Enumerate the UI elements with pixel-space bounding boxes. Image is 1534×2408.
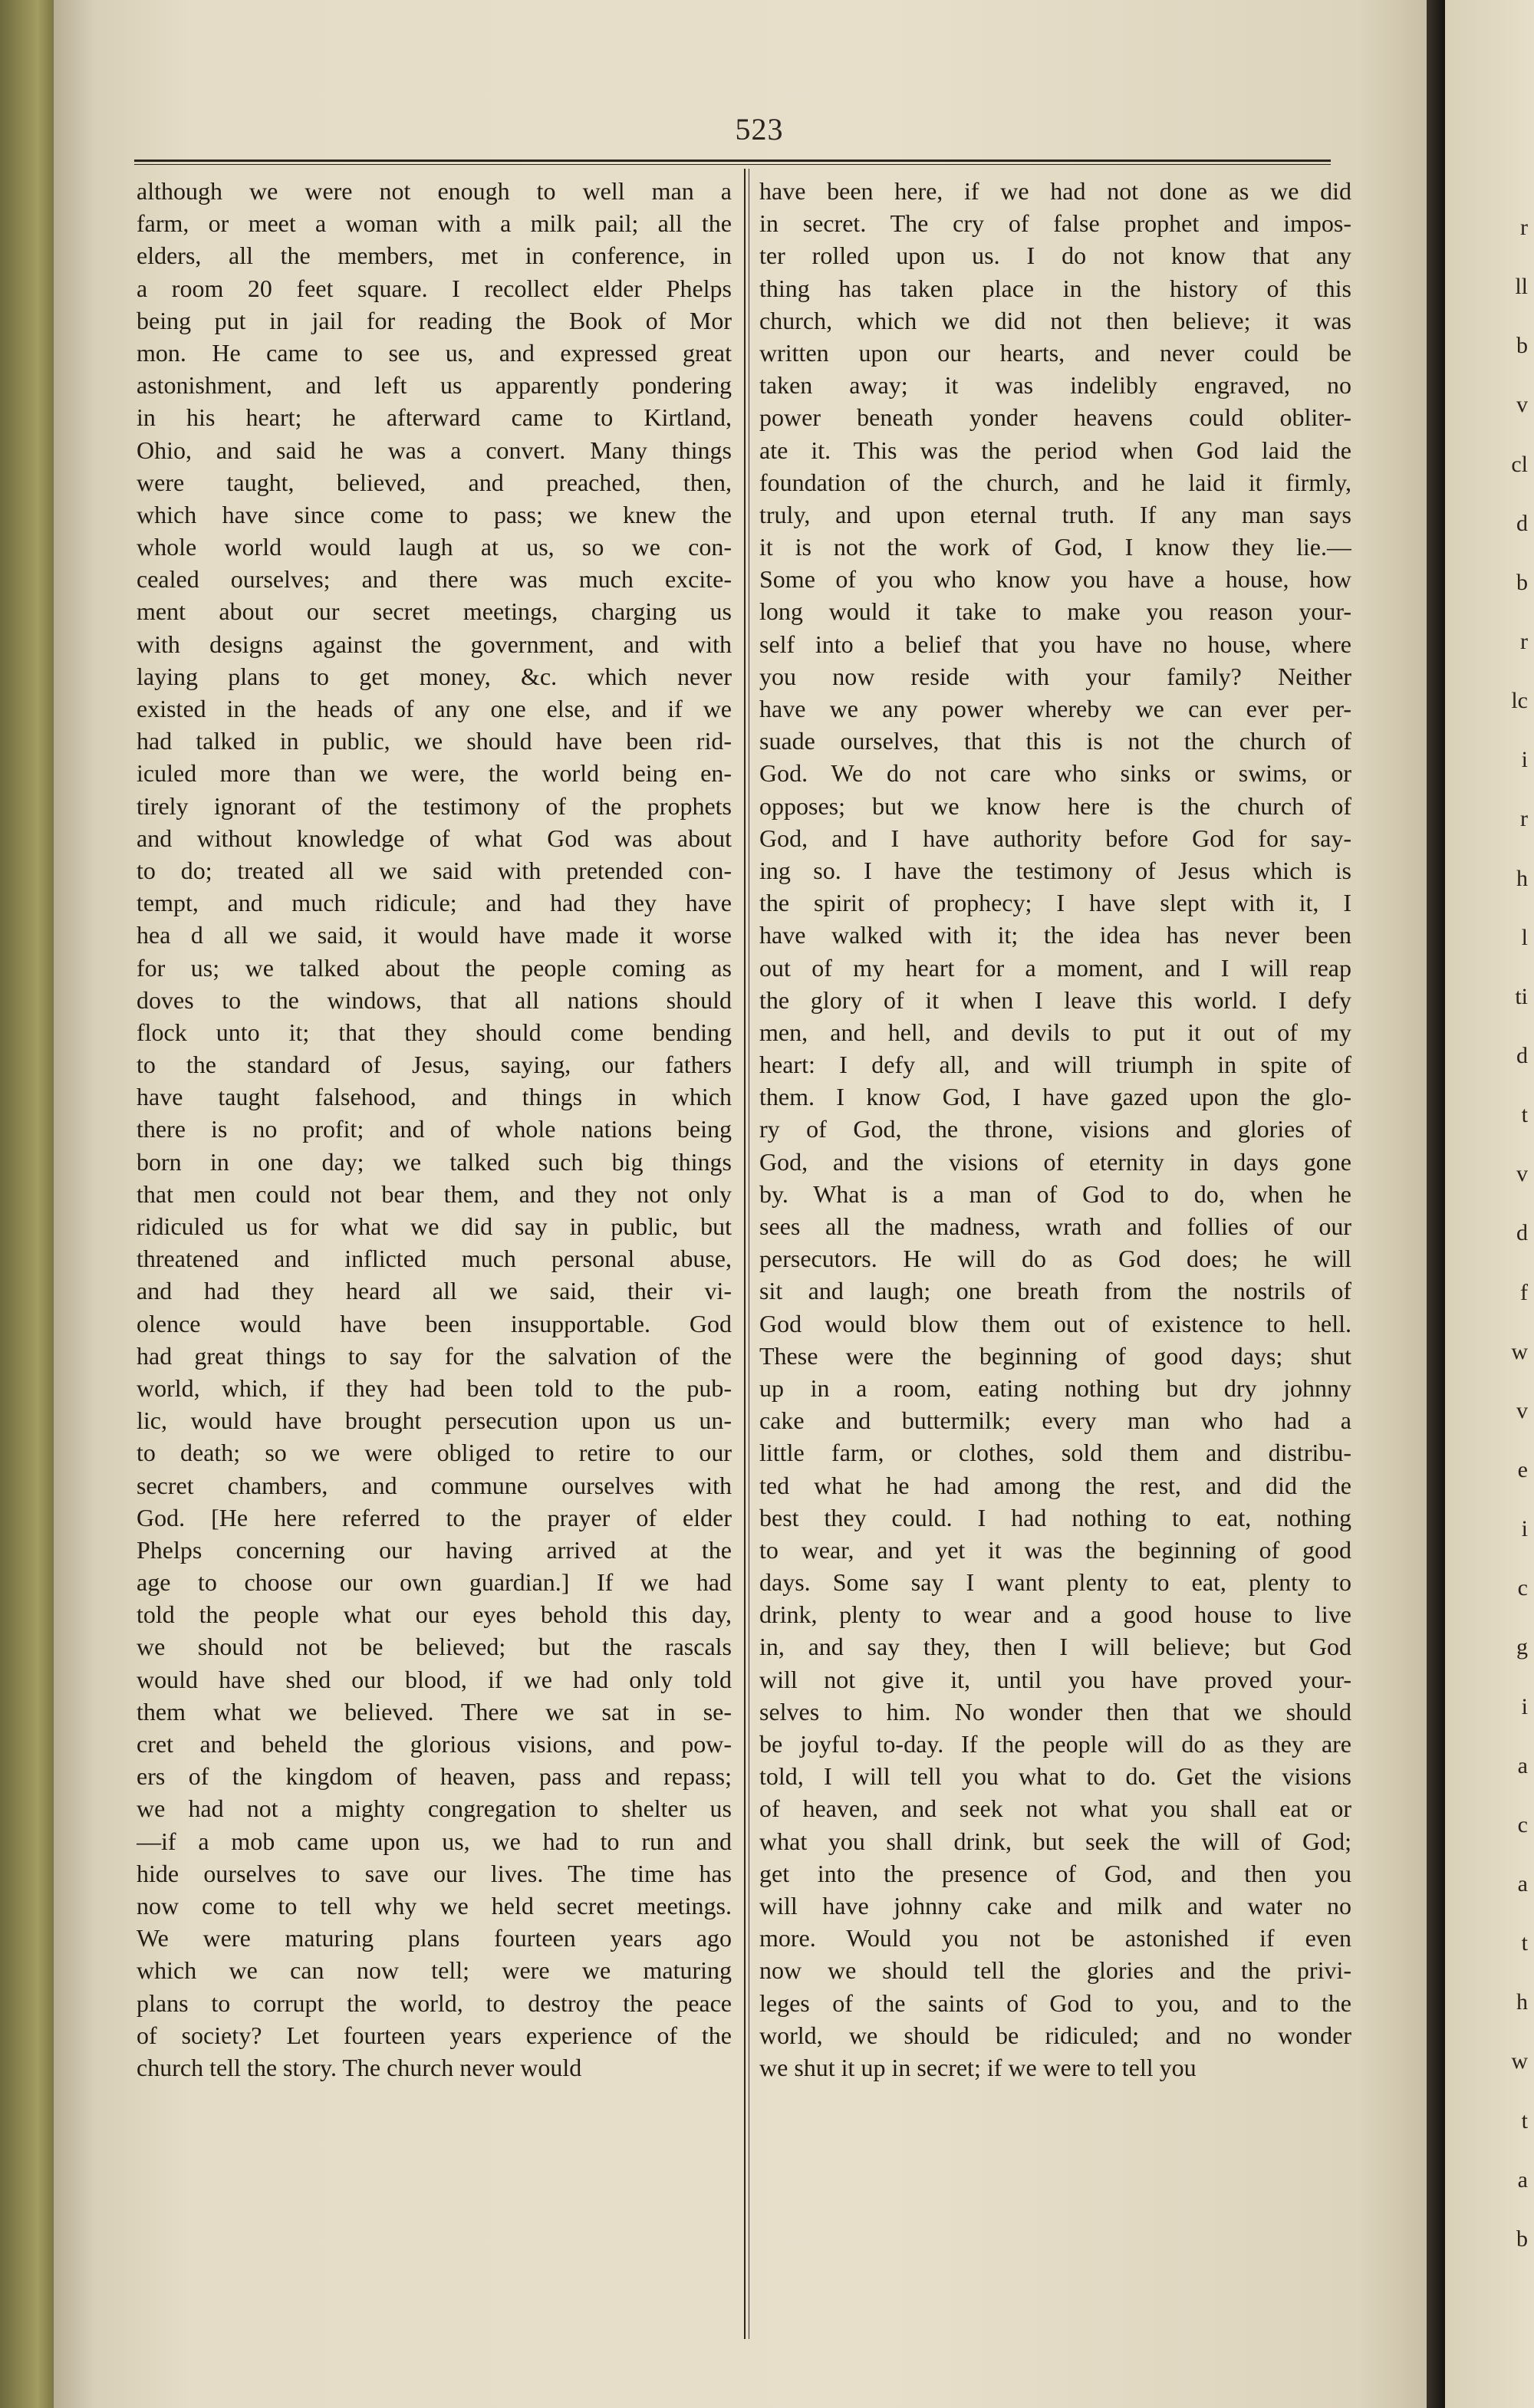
text-line: church tell the story. The church never would bbox=[137, 2053, 582, 2081]
next-page-fragment: i bbox=[1521, 747, 1528, 773]
text-line: it is not the work of God, I know they lie.— bbox=[759, 533, 1351, 561]
text-line: of society? Let fourteen years experience of the bbox=[137, 2021, 732, 2049]
text-line: would have shed our blood, if we had only told bbox=[137, 1665, 732, 1693]
next-page-fragment: lc bbox=[1511, 688, 1528, 714]
column-separator bbox=[744, 169, 746, 2339]
text-line: plans to corrupt the world, to destroy the peace bbox=[137, 1989, 732, 2017]
text-line: farm, or meet a woman with a milk pail; all the bbox=[137, 209, 732, 238]
text-line: tirely ignorant of the testimony of the prophets bbox=[137, 791, 732, 820]
next-page-fragment: g bbox=[1516, 1634, 1528, 1660]
text-line: astonishment, and left us apparently pondering bbox=[137, 371, 732, 400]
text-line: have we any power whereby we can ever per- bbox=[759, 695, 1351, 722]
text-line: world, we should be ridiculed; and no wonder bbox=[759, 2021, 1351, 2049]
text-line: men, and hell, and devils to put it out of my bbox=[759, 1018, 1351, 1046]
text-line: ry of God, the throne, visions and glories of bbox=[759, 1115, 1351, 1143]
text-line: church, which we did not then believe; it was bbox=[759, 306, 1351, 334]
text-line: selves to him. No wonder then that we should bbox=[759, 1697, 1351, 1725]
text-line: have been here, if we had not done as we did bbox=[759, 177, 1351, 205]
text-line: there is no profit; and of whole nations being bbox=[137, 1115, 732, 1143]
next-page-fragment: a bbox=[1517, 2166, 1528, 2193]
text-line: by. What is a man of God to do, when he bbox=[759, 1179, 1351, 1208]
next-page-fragment: d bbox=[1516, 1043, 1528, 1068]
text-line: hide ourselves to save our lives. The time has bbox=[137, 1859, 732, 1887]
text-line: we had not a mighty congregation to shelter us bbox=[137, 1794, 732, 1823]
next-page-fragment: t bbox=[1521, 1930, 1528, 1956]
next-page-fragment: v bbox=[1516, 1397, 1528, 1423]
text-line: written upon our hearts, and never could be bbox=[759, 338, 1351, 367]
text-line: God. We do not care who sinks or swims, or bbox=[759, 759, 1351, 788]
next-page-fragment: d bbox=[1516, 510, 1528, 536]
text-line: Some of you who know you have a house, how bbox=[759, 565, 1351, 594]
text-line: them what we believed. There we sat in se- bbox=[137, 1697, 732, 1725]
text-line: a room 20 feet square. I recollect elder Phelps bbox=[137, 274, 732, 302]
text-line: truly, and upon eternal truth. If any man says bbox=[759, 500, 1351, 528]
text-line: now we should tell the glories and the privi- bbox=[759, 1956, 1351, 1985]
text-line: to death; so we were obliged to retire to our bbox=[137, 1439, 732, 1467]
book-gutter bbox=[1427, 0, 1445, 2408]
text-line: sit and laugh; one breath from the nostrils of bbox=[759, 1277, 1351, 1305]
text-line: persecutors. He will do as God does; he will bbox=[759, 1245, 1351, 1273]
text-line: drink, plenty to wear and a good house to live bbox=[759, 1600, 1351, 1629]
header-rule-thin bbox=[134, 164, 1331, 165]
next-page-fragment: l bbox=[1521, 924, 1528, 950]
next-page-fragment: a bbox=[1517, 1871, 1528, 1896]
text-line: and had they heard all we said, their vi- bbox=[137, 1277, 732, 1305]
text-line: taken away; it was indelibly engraved, no bbox=[759, 371, 1351, 400]
text-line: now come to tell why we held secret meetings. bbox=[137, 1891, 732, 1919]
next-page-fragment: d bbox=[1516, 1220, 1528, 1246]
next-page-fragment: a bbox=[1517, 1752, 1528, 1778]
text-line: ridiculed us for what we did say in public, but bbox=[137, 1212, 732, 1240]
text-line: have taught falsehood, and things in which bbox=[137, 1083, 732, 1111]
text-line: have walked with it; the idea has never been bbox=[759, 921, 1351, 949]
text-line: we should not be believed; but the rascals bbox=[137, 1633, 732, 1661]
text-line: ing so. I have the testimony of Jesus which is bbox=[759, 856, 1351, 884]
text-line: with designs against the government, and with bbox=[137, 630, 732, 658]
text-line: God, and the visions of eternity in days gone bbox=[759, 1147, 1351, 1176]
text-line: opposes; but we know here is the church of bbox=[759, 791, 1351, 820]
text-line: them. I know God, I have gazed upon the glo- bbox=[759, 1083, 1351, 1111]
text-line: to do; treated all we said with pretended con- bbox=[137, 856, 732, 884]
text-line: little farm, or clothes, sold them and distribu- bbox=[759, 1439, 1351, 1467]
text-line: will have johnny cake and milk and water no bbox=[759, 1891, 1351, 1919]
text-line: God would blow them out of existence to hell. bbox=[759, 1309, 1351, 1337]
text-line: be joyful to-day. If the people will do as they are bbox=[759, 1730, 1351, 1758]
text-line: cealed ourselves; and there was much excite- bbox=[137, 565, 732, 594]
text-line: long would it take to make you reason your- bbox=[759, 597, 1351, 626]
next-page-fragment: t bbox=[1521, 1102, 1528, 1128]
text-line: days. Some say I want plenty to eat, plenty to bbox=[759, 1568, 1351, 1597]
text-line: the spirit of prophecy; I have slept with it, I bbox=[759, 889, 1351, 917]
text-line: laying plans to get money, &c. which never bbox=[137, 662, 732, 690]
next-page-fragment: v bbox=[1516, 392, 1528, 418]
text-line: tempt, and much ridicule; and had they have bbox=[137, 889, 732, 917]
text-line: get into the presence of God, and then you bbox=[759, 1859, 1351, 1887]
next-page-fragment: w bbox=[1511, 1338, 1528, 1364]
text-line: iculed more than we were, the world being en- bbox=[137, 759, 732, 788]
next-page-edge bbox=[1445, 0, 1534, 2408]
text-line: were taught, believed, and preached, then, bbox=[137, 468, 732, 496]
text-line: power beneath yonder heavens could obliter- bbox=[759, 403, 1351, 432]
next-page-fragment: b bbox=[1516, 2225, 1528, 2252]
text-line: what you shall drink, but seek the will of God; bbox=[759, 1827, 1351, 1855]
page-number: 523 bbox=[735, 112, 784, 146]
text-line: you now reside with your family? Neither bbox=[759, 662, 1351, 690]
next-page-fragment: w bbox=[1511, 2048, 1528, 2074]
text-line: had great things to say for the salvation of the bbox=[137, 1341, 732, 1370]
text-line: told the people what our eyes behold this day, bbox=[137, 1600, 732, 1629]
next-page-fragment: ti bbox=[1515, 983, 1528, 1009]
text-line: Ohio, and said he was a convert. Many things bbox=[137, 436, 732, 464]
text-line: flock unto it; that they should come bending bbox=[137, 1018, 732, 1046]
right-column bbox=[759, 175, 1351, 2084]
next-page-fragment: cl bbox=[1511, 451, 1528, 477]
text-line: secret chambers, and commune ourselves with bbox=[137, 1471, 732, 1499]
text-line: that men could not bear them, and they not only bbox=[137, 1179, 732, 1208]
text-line: will not give it, until you have proved your- bbox=[759, 1665, 1351, 1693]
text-line: born in one day; we talked such big things bbox=[137, 1147, 732, 1176]
text-line: to wear, and yet it was the beginning of good bbox=[759, 1535, 1351, 1564]
text-line: for us; we talked about the people coming as bbox=[137, 953, 732, 982]
next-page-fragment: i bbox=[1521, 1693, 1528, 1719]
next-page-fragment: c bbox=[1517, 1575, 1528, 1601]
next-page-fragment: v bbox=[1516, 1161, 1528, 1187]
next-page-fragment: t bbox=[1521, 2107, 1528, 2133]
text-line: whole world would laugh at us, so we con- bbox=[137, 533, 732, 561]
text-line: olence would have been insupportable. God bbox=[137, 1309, 732, 1337]
book-spine bbox=[0, 0, 54, 2408]
text-line: These were the beginning of good days; shut bbox=[759, 1341, 1351, 1370]
text-line: and without knowledge of what God was about bbox=[137, 824, 732, 852]
text-line: although we were not enough to well man a bbox=[137, 177, 732, 205]
text-line: being put in jail for reading the Book of Mor bbox=[137, 306, 732, 334]
text-line: self into a belief that you have no house, where bbox=[759, 630, 1351, 658]
next-page-fragment: r bbox=[1520, 215, 1528, 240]
next-page-fragment: b bbox=[1516, 569, 1528, 595]
header-rule bbox=[134, 160, 1331, 162]
text-line: in, and say they, then I will believe; but God bbox=[759, 1633, 1351, 1661]
text-line: told, I will tell you what to do. Get the visions bbox=[759, 1762, 1351, 1791]
next-page-fragment: c bbox=[1517, 1811, 1528, 1837]
text-line: thing has taken place in the history of this bbox=[759, 274, 1351, 302]
next-page-fragment: h bbox=[1516, 865, 1528, 891]
next-page-fragment: r bbox=[1520, 629, 1528, 654]
text-line: out of my heart for a moment, and I will reap bbox=[759, 953, 1351, 982]
text-line: in his heart; he afterward came to Kirtland, bbox=[137, 403, 732, 432]
text-line: heart: I defy all, and will triumph in spite of bbox=[759, 1051, 1351, 1079]
text-line: which we can now tell; were we maturing bbox=[137, 1956, 732, 1985]
text-line: sees all the madness, wrath and follies of our bbox=[759, 1212, 1351, 1240]
next-page-fragment: h bbox=[1516, 1989, 1528, 2015]
text-line: mon. He came to see us, and expressed great bbox=[137, 338, 732, 367]
next-page-fragment: r bbox=[1520, 806, 1528, 832]
text-line: more. Would you not be astonished if even bbox=[759, 1924, 1351, 1952]
text-line: ter rolled upon us. I do not know that any bbox=[759, 242, 1351, 270]
text-line: had talked in public, we should have been rid- bbox=[137, 727, 732, 755]
text-line: ted what he had among the rest, and did the bbox=[759, 1471, 1351, 1499]
text-line: we shut it up in secret; if we were to tell you bbox=[759, 2053, 1197, 2081]
next-page-fragment: b bbox=[1516, 333, 1528, 359]
next-page-fragment: ll bbox=[1515, 274, 1528, 300]
text-line: best they could. I had nothing to eat, nothing bbox=[759, 1503, 1351, 1531]
text-line: ment about our secret meetings, charging us bbox=[137, 597, 732, 626]
text-line: doves to the windows, that all nations should bbox=[137, 985, 732, 1014]
text-line: God. [He here referred to the prayer of elder bbox=[137, 1503, 732, 1531]
text-line: age to choose our own guardian.] If we had bbox=[137, 1568, 732, 1597]
text-line: existed in the heads of any one else, and if we bbox=[137, 695, 732, 722]
text-line: to the standard of Jesus, saying, our fathers bbox=[137, 1051, 732, 1079]
text-line: elders, all the members, met in conference, in bbox=[137, 242, 732, 270]
text-line: ers of the kingdom of heaven, pass and repass; bbox=[137, 1762, 732, 1791]
text-line: the glory of it when I leave this world. I defy bbox=[759, 985, 1351, 1014]
next-page-fragment: i bbox=[1521, 1516, 1528, 1542]
text-line: threatened and inflicted much personal abuse, bbox=[137, 1245, 732, 1273]
text-line: hea d all we said, it would have made it worse bbox=[137, 921, 732, 949]
text-line: leges of the saints of God to you, and to the bbox=[759, 1989, 1351, 2017]
text-line: foundation of the church, and he laid it firmly, bbox=[759, 468, 1351, 496]
left-column bbox=[137, 175, 732, 2084]
text-line: cret and beheld the glorious visions, and pow- bbox=[137, 1730, 732, 1758]
text-line: up in a room, eating nothing but dry johnny bbox=[759, 1373, 1351, 1402]
text-line: in secret. The cry of false prophet and impos- bbox=[759, 209, 1351, 238]
text-line: —if a mob came upon us, we had to run and bbox=[137, 1827, 732, 1855]
text-line: We were maturing plans fourteen years ago bbox=[137, 1924, 732, 1952]
next-page-fragment: e bbox=[1517, 1457, 1528, 1482]
text-line: world, which, if they had been told to the pub- bbox=[137, 1373, 732, 1402]
text-line: suade ourselves, that this is not the church of bbox=[759, 727, 1351, 755]
text-line: Phelps concerning our having arrived at the bbox=[137, 1535, 732, 1564]
text-line: of heaven, and seek not what you shall eat or bbox=[759, 1794, 1351, 1823]
text-line: cake and buttermilk; every man who had a bbox=[759, 1406, 1351, 1435]
text-line: lic, would have brought persecution upon us un- bbox=[137, 1406, 732, 1435]
next-page-fragment: f bbox=[1520, 1279, 1528, 1305]
text-line: which have since come to pass; we knew the bbox=[137, 500, 732, 528]
text-line: ate it. This was the period when God laid the bbox=[759, 436, 1351, 464]
text-line: God, and I have authority before God for say- bbox=[759, 824, 1351, 852]
